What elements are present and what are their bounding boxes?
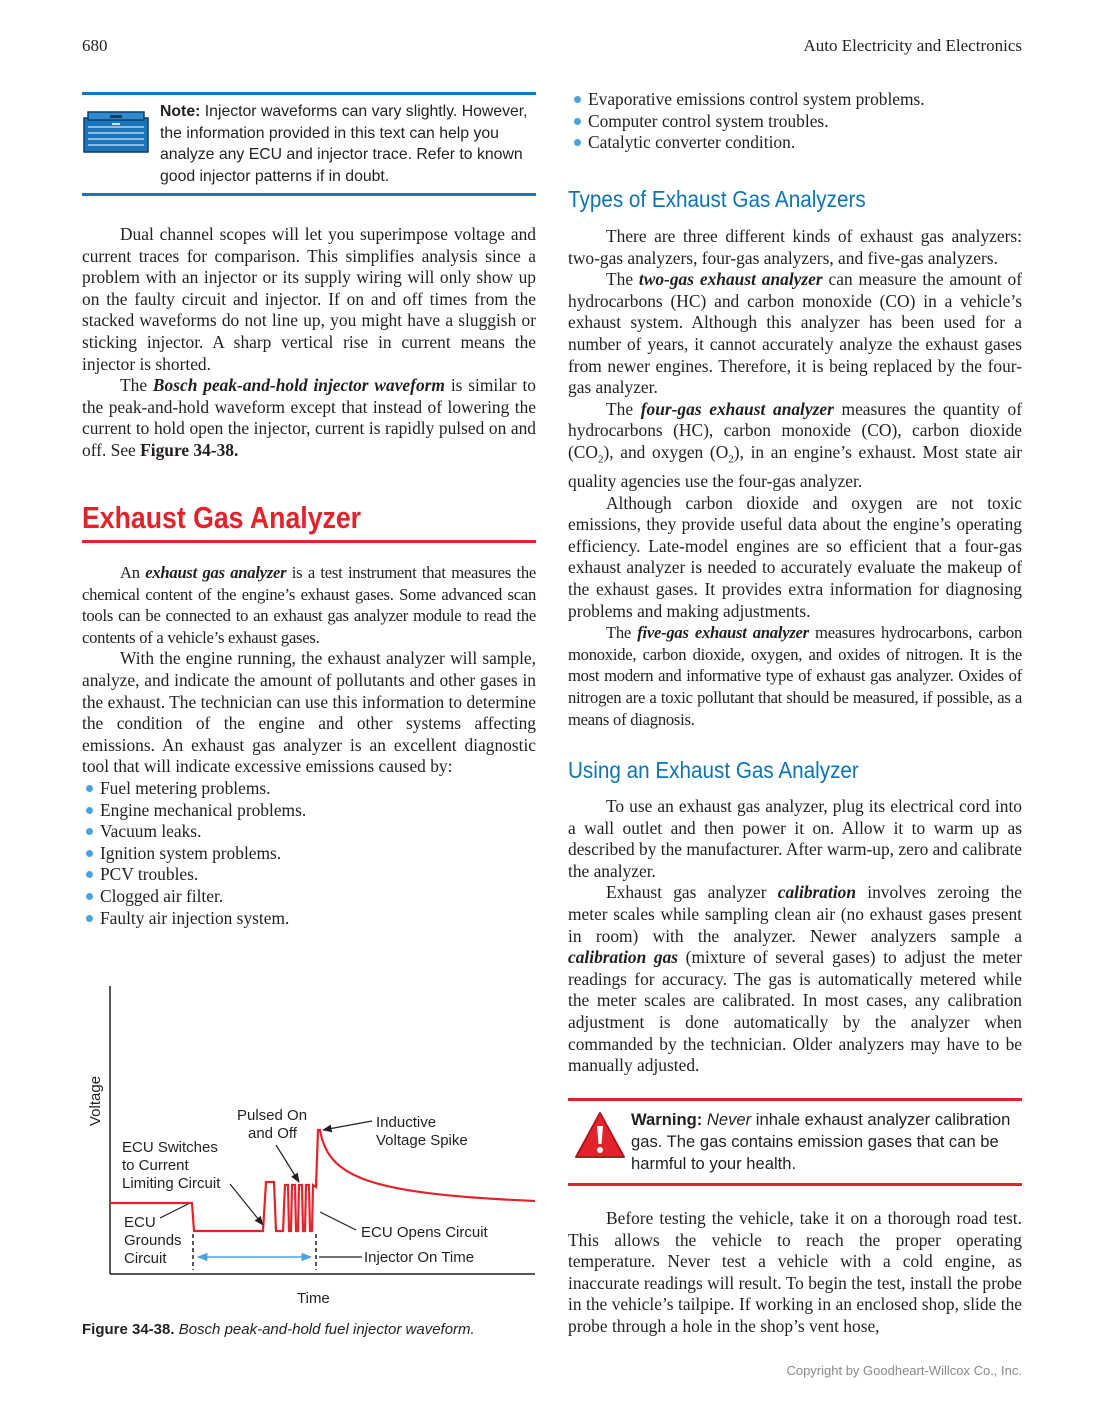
paragraph-co2-o2: Although carbon dioxide and oxygen are not toxic emissions, they provide useful data about the engine’s operating efficiency. Late-model engines are so efficient that a four-gas exhaust analyzer is needed to accurately evaluate the makeup of the exhaust gases. It provides extra information for diagnosing problems and making adjustments. <box>568 492 1022 621</box>
bullet-item: Evaporative emissions control system problems. <box>570 89 1024 111</box>
note-text <box>160 101 536 187</box>
warning-box <box>568 1098 1022 1186</box>
term-five-gas: five-gas exhaust analyzer <box>637 623 809 643</box>
paragraph-two-gas: The two-gas exhaust analyzer can measure the amount of hydrocarbons (HC) and carbon monoxide (CO) in a vehicle’s exhaust system. Although this analyzer has been used for a number of years, it cannot accurately analyze the exhaust gases from newer engines. Therefore, it is being replaced by the four-gas analyzer. <box>568 269 1022 398</box>
bullet-item: Engine mechanical problems. <box>82 800 536 822</box>
paragraph-bosch-waveform: The Bosch peak-and-hold injector waveform is similar to the peak-and-hold waveform except that instead of lowering the current to hold open the injector, current is rapidly pulsed on and off. See Figure 34-38. <box>82 375 536 460</box>
label-pulsed-on-off: Pulsed On and Off <box>237 1107 308 1142</box>
note-body: Injector waveforms can vary slightly. However, the information provided in this text can help you analyze any ECU and injector trace. Refer to known good injector patterns if in doubt. <box>160 103 528 185</box>
left-text-bottom <box>82 562 536 929</box>
label-inductive-spike: Inductive Voltage Spike <box>376 1114 468 1149</box>
note-box <box>82 92 536 196</box>
warning-text: Warning: Never inhale exhaust analyzer calibration gas. The gas contains emission gases that can be harmful to your health. <box>631 1110 1011 1173</box>
paragraph-use-analyzer: To use an exhaust gas analyzer, plug its electrical cord into a wall outlet and then power it on. Allow it to warm up as described by the manufacturer. After warm-up, zero and calibrate the analyzer. <box>568 796 1022 881</box>
y-axis-label: Voltage <box>87 1075 104 1126</box>
emission-causes-list <box>82 778 536 929</box>
right-text-types <box>568 226 1022 730</box>
section-rule <box>82 540 536 543</box>
paragraph-four-gas: The four-gas exhaust analyzer measures the quantity of hydrocarbons (HC), carbon monoxide (CO), carbon dioxide $(CO_2)$, and oxygen $(O_2)$, in an engine’s exhaust. Most state air quality agencies use the four-gas analyzer. <box>568 398 1023 491</box>
paragraph-engine-running: With the engine running, the exhaust analyzer will sample, analyze, and indicate the amount of pollutants and other gases in the exhaust. The technician can use this information to determine the condition of the engine and other systems affecting emissions. An exhaust gas analyzer is an excellent diagnostic tool that will indicate excessive emissions caused by: <box>82 648 536 777</box>
paragraph-road-test: Before testing the vehicle, take it on a thorough road test. This allows the vehicle to reach the proper operating temperature. Never test a vehicle with a cold engine, as inaccurate readings will result. To begin the test, install the probe in the vehicle’s tailpipe. If working in an enclosed shop, slide the probe through a hole in the shop’s vent hose, <box>568 1208 1022 1336</box>
figure-caption-label: Figure 34-38. <box>82 1321 175 1338</box>
warning-label: Warning: <box>631 1110 703 1129</box>
figure-caption-text: Bosch peak-and-hold fuel injector waveform. <box>174 1321 475 1338</box>
paragraph-dual-channel: Dual channel scopes will let you superimpose voltage and current traces for comparison. This simplifies analysis since a problem with an injector or its supply wiring will only show up on the faulty circuit and injector. If on and off times from the stacked waveforms do not line up, you might have a sluggish or sticking injector. A sharp vertical rise in current means the injector is shorted. <box>82 224 536 374</box>
bullet-item: PCV troubles. <box>82 864 536 886</box>
running-header: Auto Electricity and Electronics <box>803 36 1022 55</box>
bullet-item: Clogged air filter. <box>82 886 536 908</box>
figure-waveform <box>80 980 540 1310</box>
label-ecu-switches: ECU Switches to Current Limiting Circuit <box>122 1139 221 1192</box>
figure-reference: Figure 34-38. <box>140 439 239 460</box>
note-label: Note: <box>160 103 201 120</box>
term-exhaust-gas-analyzer: exhaust gas analyzer <box>145 563 287 582</box>
term-two-gas: two-gas exhaust analyzer <box>638 269 823 290</box>
term-bosch-waveform: Bosch peak-and-hold injector waveform <box>152 375 445 396</box>
bullet-item: Vacuum leaks. <box>82 821 536 843</box>
term-four-gas: four-gas exhaust analyzer <box>640 398 834 419</box>
bullet-item: Ignition system problems. <box>82 843 536 865</box>
bullet-item: Computer control system troubles. <box>570 111 1024 133</box>
section-title-types: Types of Exhaust Gas Analyzers <box>568 186 866 212</box>
warning-triangle-icon <box>574 1110 626 1160</box>
label-ecu-opens: ECU Opens Circuit <box>361 1224 488 1241</box>
paragraph-five-gas: The five-gas exhaust analyzer measures hydrocarbons, carbon monoxide, carbon dioxide, oxygen, and oxides of nitrogen. It is the most modern and informative type of exhaust gas analyzer. Oxides of nitrogen are a toxic pollutant that should be measured, if possible, as a means of diagnosis. <box>568 623 1022 729</box>
paragraph-exhaust-analyzer-def: An exhaust gas analyzer is a test instrument that measures the chemical content of the engine’s exhaust gases. Some advanced scan tools can be connected to an exhaust gas analyzer module to read the contents of a vehicle’s exhaust gases. <box>82 563 536 647</box>
term-calibration: calibration <box>777 882 857 903</box>
x-axis-label: Time <box>297 1290 330 1307</box>
toolbox-icon <box>82 110 150 154</box>
page-number: 680 <box>82 36 108 55</box>
section-title-using: Using an Exhaust Gas Analyzer <box>568 757 859 783</box>
section-title-exhaust-gas-analyzer: Exhaust Gas Analyzer <box>82 500 362 535</box>
right-text-bottom <box>568 1208 1022 1338</box>
right-text-using <box>568 796 1022 1077</box>
copyright-footer: Copyright by Goodheart-Willcox Co., Inc. <box>786 1363 1022 1378</box>
paragraph-three-kinds: There are three different kinds of exhaust gas analyzers: two-gas analyzers, four-gas analyzers, and five-gas analyzers. <box>568 226 1022 268</box>
label-ecu-grounds: ECU Grounds Circuit <box>124 1214 182 1267</box>
figure-caption <box>82 1321 542 1338</box>
left-text-top <box>82 224 536 462</box>
emission-causes-list-continued <box>570 89 1024 154</box>
bullet-item: Catalytic converter condition. <box>570 132 1024 154</box>
term-calibration-gas: calibration gas <box>568 947 679 968</box>
bullet-item: Faulty air injection system. <box>82 908 536 930</box>
bullet-item: Fuel metering problems. <box>82 778 536 800</box>
label-injector-on-time: Injector On Time <box>364 1249 475 1266</box>
paragraph-calibration: Exhaust gas analyzer calibration involves zeroing the meter scales while sampling clean air (no exhaust gases present in room) with the analyzer. Newer analyzers sample a calibration gas (mixture of several gases) to adjust the meter readings for accuracy. The gas is automatically metered while the meter scales are calibrated. In most cases, any calibration adjustment is done automatically by the analyzer when commanded by the technician. Older analyzers may have to be manually adjusted. <box>568 882 1022 1076</box>
